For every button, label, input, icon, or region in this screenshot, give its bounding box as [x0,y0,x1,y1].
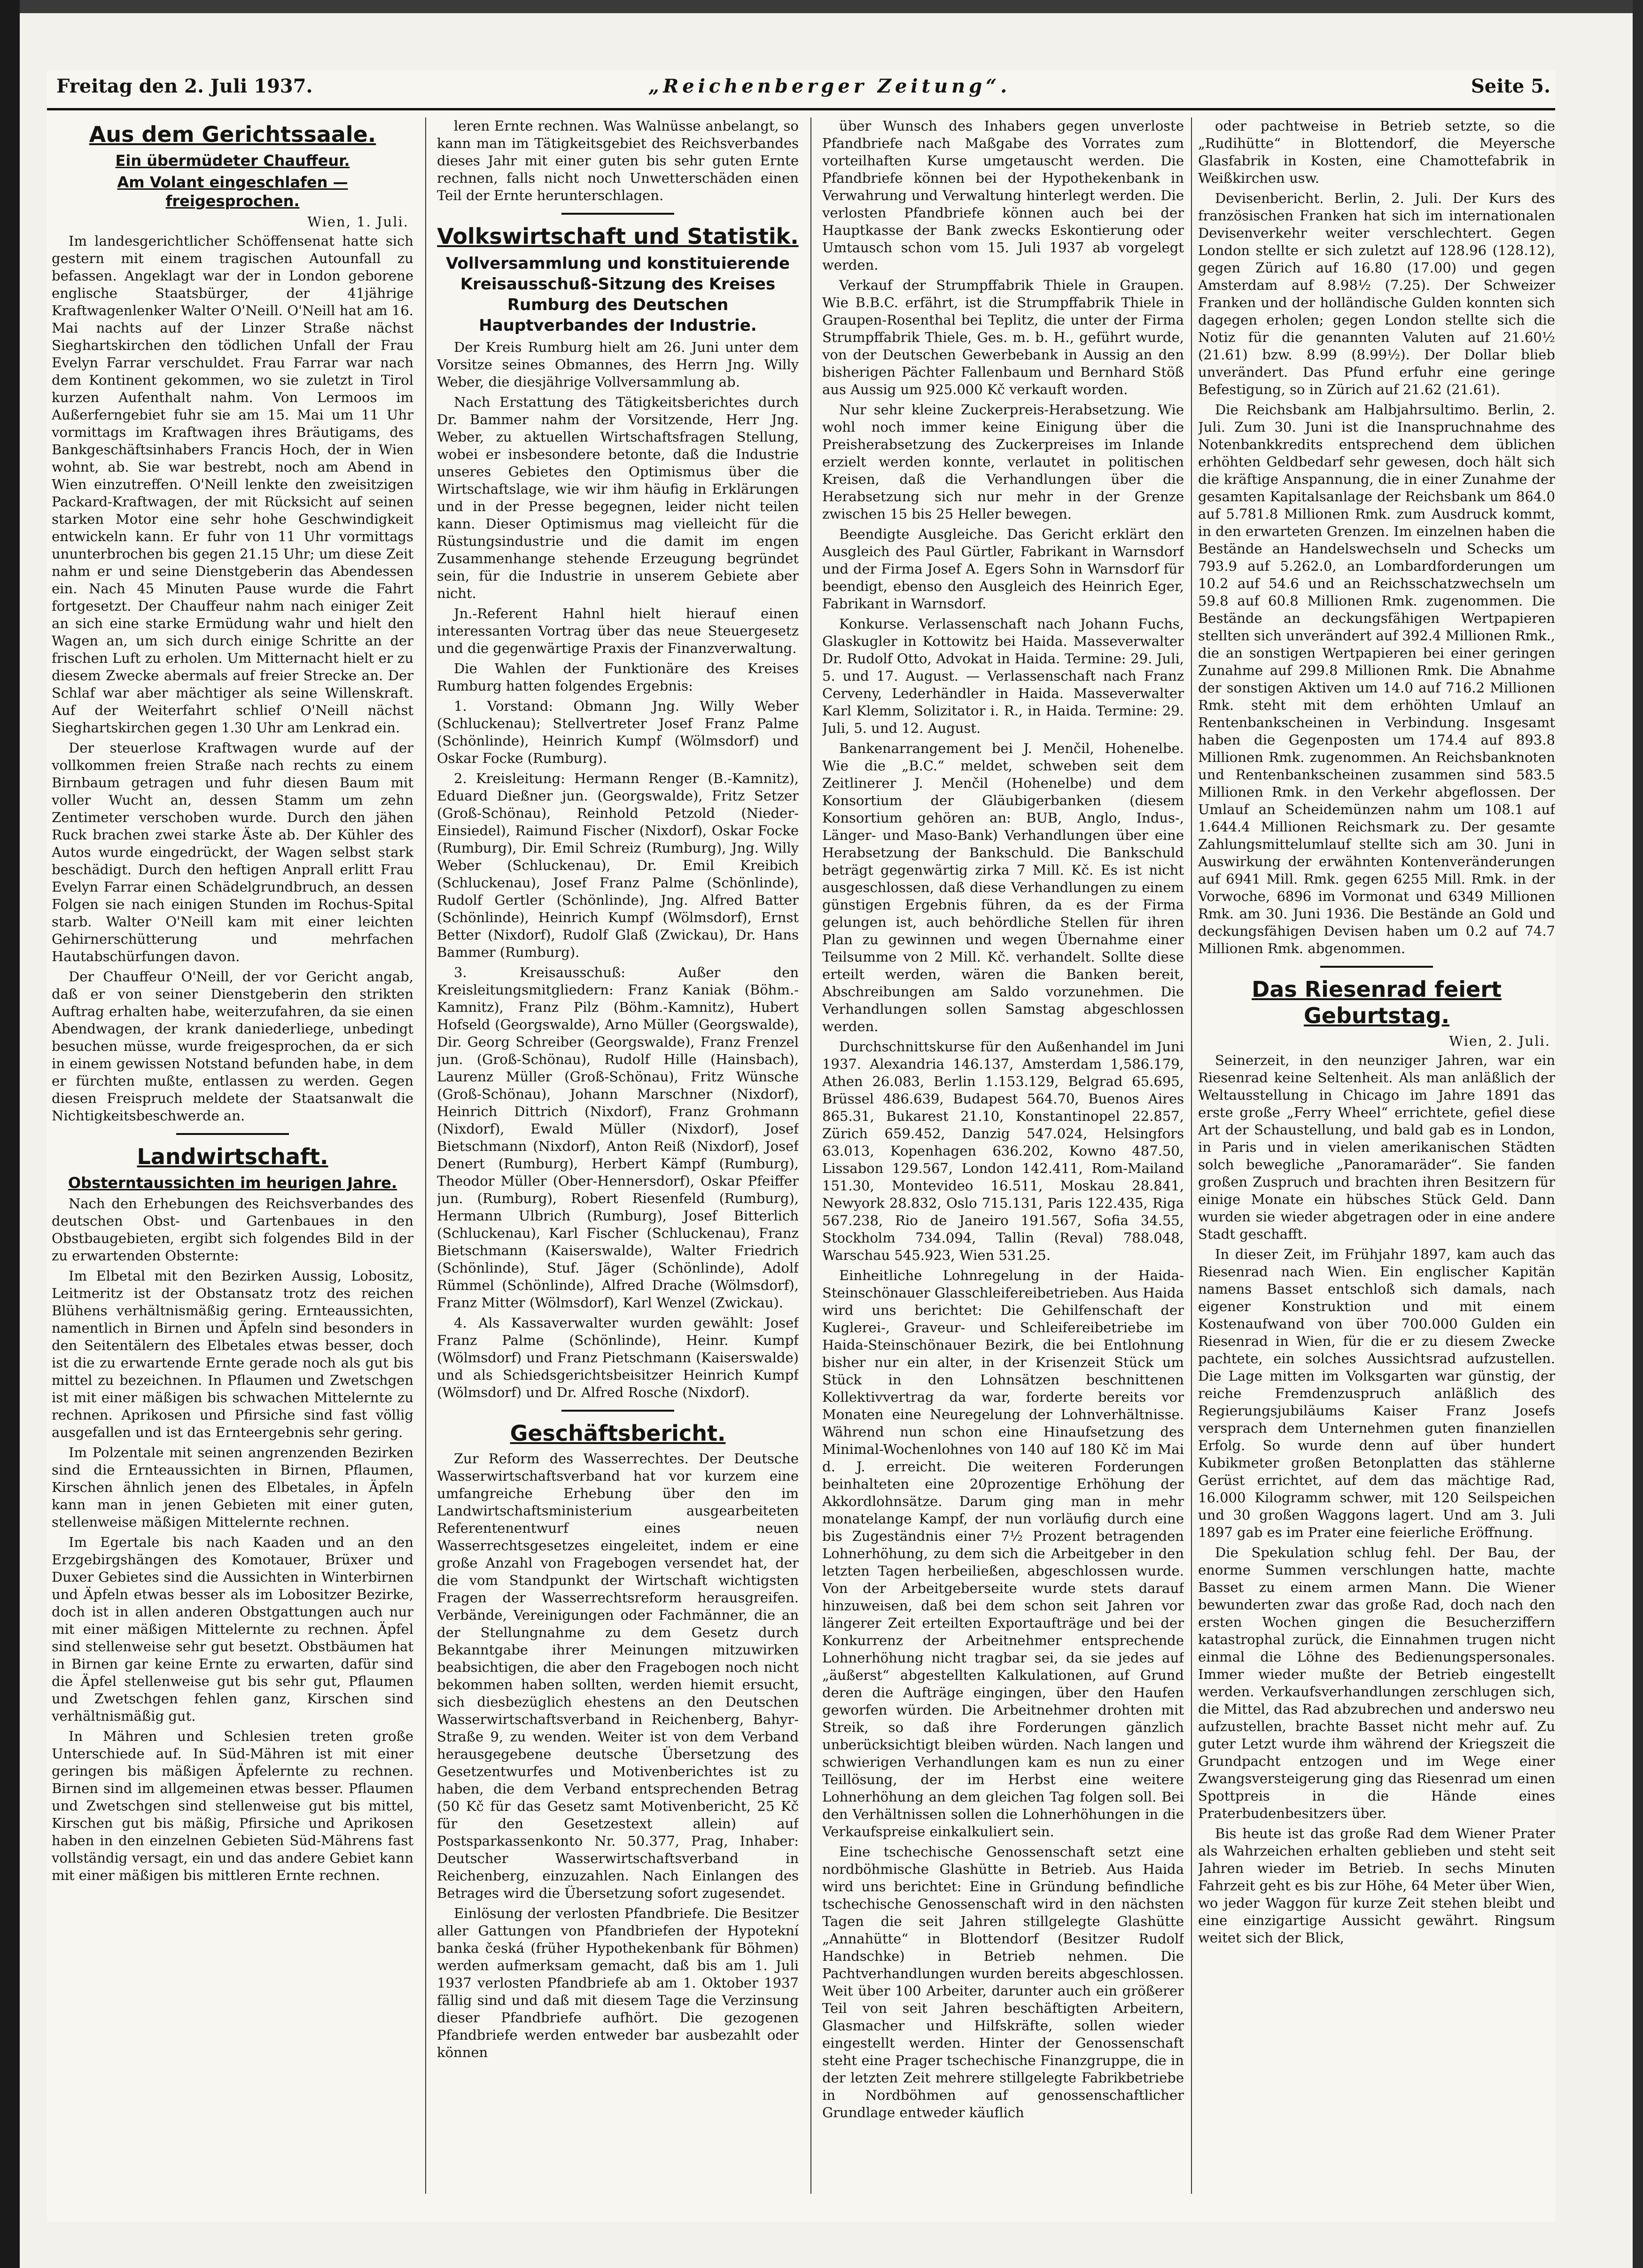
article-paragraph: Zur Reform des Wasserrechtes. Der Deutsche Wasserwirtschaftsverband hat vor kurzem eine umfangreiche Erhebung über den im Landwirtschaftsministerium ausgearbeiteten Referentenentwurf eines neuen Wasserrechtsgesetzes eingeleitet, indem er eine große Anzahl von Fragebogen versendet hat, der die vom Standpunkt der Wirtschaft wichtigsten Fragen der Wasserrechtsreform herausgreifen. Verbände, Vereinigungen oder Fachmänner, die an der Stellungnahme zu dem Gesetz durch Bekanntgabe ihrer Meinungen mitzuwirken beabsichtigen, die aber den Fragebogen noch nicht bekommen haben sollten, werden hiemit ersucht, sich diesbezüglich ehestens an den Deutschen Wasserwirtschaftsverband in Reichenberg, Bahyr-Straße 9, zu wenden. Weiter ist von dem Verband herausgegebene deutsche Übersetzung des Gesetzentwurfes und Motivenberichtes ist zu haben, die dem Verband entsprechenden Betrag (50 Kč für das Gesetz samt Motivenbericht, 25 Kč für den Gesetzestext allein) auf Postsparkassenkonto Nr. 50.377, Prag, Inhaber: Deutscher Wasserwirtschaftsverband in Reichenberg, einzuzahlen. Nach Einlangen des Betrages wird die Übersetzung sofort zugesendet. [437,1451,799,1901]
header-date: Freitag den 2. Juli 1937. [56,75,313,97]
article-paragraph: Verkauf der Strumpffabrik Thiele in Graupen. Wie B.B.C. erfährt, ist die Strumpffabrik Thiele in Graupen-Rosenthal bei Teplitz, die unter der Firma Strumpffabrik Thiele, Ges. m. b. H., geführt wurde, von der Deutschen Gewerbebank in Aussig an den bisherigen Pächter Fallenbaum und Bernhard Stöß aus Aussig um 925.000 Kč verkauft worden. [822,277,1184,397]
scan-edge-right [1633,0,1643,2268]
header-page-number: Seite 5. [1471,75,1550,97]
article-paragraph: In dieser Zeit, im Frühjahr 1897, kam auch das Riesenrad nach Wien. Ein englischer Kapitän namens Basset entschloß sich damals, nach eigener Konstruktion und mit einem Kostenaufwand von über 700.000 Gulden ein Riesenrad in Wien, für die er zu diesem Zwecke pachtete, ein solches Aussichtsrad aufzustellen. Die Lage mitten im Volksgarten war günstig, der reiche Fremdenzuspruch anläßlich des Regierungsjubiläums Kaiser Franz Josefs versprach dem Unternehmen guten finanziellen Erfolg. So wurde denn auf über hundert Kubikmeter großen Betonplatten das stählerne Gerüst errichtet, auf dem das mächtige Rad, 16.000 Kilogramm schwer, mit 120 Seilspeichen und 30 großen Waggons lagert. Und am 3. Juli 1897 gab es im Prater eine feierliche Eröffnung. [1198,1246,1555,1540]
article-paragraph: Der steuerlose Kraftwagen wurde auf der vollkommen freien Straße nach rechts zu einem Birnbaum getragen und fuhr diesen Baum mit voller Wucht an, dessen Stamm um zehn Zentimeter verschoben wurde. Durch den jähen Ruck brachen zwei starke Äste ab. Der Kühler des Autos wurde eingedrückt, der Wagen selbst stark beschädigt. Durch den heftigen Anprall erlitt Frau Evelyn Farrar einen Schädelgrundbruch, an dessen Folgen sie nach einigen Stunden im Rochus-Spital starb. Walter O'Neill kam mit einer leichten Gehirnerschütterung und mehrfachen Hautabschürfungen davon. [52,740,413,964]
article-paragraph: Einheitliche Lohnregelung in der Haida-Steinschönauer Glasschleifereibetrieben. Aus Haida wird uns berichtet: Die Gehilfenschaft der Kuglerei-, Graveur- und Schleifereibetriebe im Haida-Steinschönauer Bezirk, die bei Entlohnung bisher nur ein alter, in der Krisenzeit Stück um Stück in den Lohnsätzen beschnittenen Kollektivvertrag da war, forderte bereits vor Monaten eine Neuregelung der Lohnverhältnisse. Während nun schon eine Hinaufsetzung des Minimal-Wochenlohnes von 140 auf 180 Kč im Mai d. J. erreicht. Die weiteren Forderungen beinhalteten eine 20prozentige Erhöhung der Akkordlohnsätze. Darum ging man in mehr monatelange Kampf, der nun vorläufig durch eine bis Zugeständnis einer 7½ Prozent betragenden Lohnerhöhung, zu dem sich die Arbeitgeber in den letzten Tagen herbeiließen, abgeschlossen wurde. Von der Arbeitgeberseite wurde stets darauf hinzuweisen, daß bei dem schon seit Jahren vor längerer Zeit erteilten Exportaufträge und bei der Konkurrenz der Arbeitnehmer entsprechende Lohnerhöhung nicht tragbar sei, da sie jedes auf „äußerst“ abgestellten Kalkulationen, auf Grund deren die Aufträge eingingen, über den Haufen geworfen würden. Die Arbeitnehmer drohten mit Streik, so daß ihre Forderungen gänzlich unberücksichtigt bleiben würden. Nach langen und schwierigen Verhandlungen kam es nun zu einer Teillösung, der im Herbst eine weitere Lohnerhöhung an dem gleichen Tag folgen soll. Bei den Verhältnissen sollen die Lohnerhöhungen in die Verkaufspreise einkalkuliert sein. [822,1267,1184,1840]
article-paragraph: Seinerzeit, in den neunziger Jahren, war ein Riesenrad keine Seltenheit. Als man anläßlich der Weltausstellung in Chicago im Jahre 1891 das erste große „Ferry Wheel“ errichtete, gefiel diese Art der Schaustellung, und bald gab es in London, in Paris und in vielen amerikanischen Städten solch bewegliche „Panoramaräder“. Sie fanden großen Zuspruch und brachten ihren Besitzern für einige Monate ein hübsches Stück Geld. Dann wurden sie wieder abgetragen oder in eine andere Stadt geschafft. [1198,1052,1555,1242]
article-paragraph: In Mähren und Schlesien treten große Unterschiede auf. In Süd-Mähren ist mit einer geringen bis mäßigen Äpfelernte zu rechnen. Birnen sind im allgemeinen etwas besser. Pflaumen und Zwetschgen sind stellenweise gut bis mittel, Kirschen gut bis mäßig, Pfirsiche und Aprikosen haben in den einzelnen Gebieten Süd-Mährens fast vollständig versagt, ein und das andere Gebiet kann mit einer mäßigen bis mittleren Ernte rechnen. [52,1728,413,1883]
section-title-economy: Volkswirtschaft und Statistik. [437,224,799,249]
dateline: Wien, 2. Juli. [1449,1033,1550,1049]
section-separator [176,1133,289,1135]
section-title-business-report: Geschäftsbericht. [510,1421,726,1446]
article-paragraph: Bankenarrangement bei J. Menčil, Hohenelbe. Wie die „B.C.“ meldet, schweben seit dem Zeitlinerer J. Menčil (Hohenelbe) und dem Konsortium der Gläubigerbanken (diesem Konsortium gehören an: BUB, Anglo, Indus-, Länger- und Maso-Bank) Verhandlungen über eine Herabsetzung der Bankschuld. Die Bankschuld beträgt gegenwärtig zirka 7 Mill. Kč. Es ist nicht ausgeschlossen, daß diese Verhandlungen zu einem günstigen Ergebnis führen, da es der Firma gelungen ist, auch behördliche Stellen für ihren Plan zu gewinnen und wegen Übernahme einer Teilsumme von 2 Mill. Kč. verhandelt. Sollte diese erteilt werden, wären die Banken bereit, Abschreibungen am Saldo vorzunehmen. Die Verhandlungen sollen Samstag abgeschlossen werden. [822,740,1184,1034]
article-subheadline: Am Volant eingeschlafen — freigesprochen. [117,173,348,210]
scan-edge-top [0,0,1643,13]
article-paragraph: Im landesgerichtlicher Schöffensenat hatte sich gestern mit einem tragischen Autounfall zu befassen. Angeklagt war der in London geborene englische Staatsbürger, der 41jährige Kraftwagenlenker Walter O'Neill. O'Neill hat am 16. Mai nachts auf der Linzer Straße nächst Sieghartskirchen den tödlichen Unfall der Frau Evelyn Farrar verschuldet. Frau Farrar war nach dem Kontinent gekommen, wo sie zuletzt in Tirol kurzen Aufenthalt nahm. Von Lermoos im Außerferngebiet fuhr sie am 15. Mai um 11 Uhr vormittags im Kraftwagen ihres Bräutigams, des Bankgeschäftsinhabers Francis Hoch, der in Wien wohnt, ab. Sie war bestrebt, noch am Abend in Wien einzutreffen. O'Neill lenkte den zweisitzigen Packard-Kraftwagen, der mit Rücksicht auf seinen starken Motor eine sehr hohe Geschwindigkeit entwickeln kann. Er fuhr von 11 Uhr vormittags ununterbrochen bis gegen 21.15 Uhr; um diese Zeit nahm er und seine Dienstgeberin das Abendessen ein. Nach 45 Minuten Pause wurde die Fahrt fortgesetzt. Der Chauffeur nahm nach einiger Zeit an sich eine starke Ermüdung wahr und hielt den Wagen an, um sich durch einige Schritte an der frischen Luft zu erholen. Um Mitternacht hielt er zu diesem Zwecke abermals auf freier Strecke an. Der Schlaf war aber mächtiger als seine Willenskraft. Auf der Weiterfahrt schlief O'Neill nächst Sieghartskirchen gegen 1.30 Uhr am Lenkrad ein. [52,233,413,736]
article-paragraph: leren Ernte rechnen. Was Walnüsse anbelangt, so kann man im Tätigkeitsgebiet des Reichsverbandes dieses Jahr mit einer guten bis sehr guten Ernte rechnen, falls nicht noch Unwetterschäden einen Teil der Ernte herunterschlagen. [437,118,799,203]
section-separator [561,1410,674,1412]
section-separator [1320,966,1433,968]
newspaper-page [47,70,1555,2222]
column-4 [1198,117,1555,2208]
article-paragraph: oder pachtweise in Betrieb setzte, so die „Rudihütte“ in Blottendorf, die Meyersche Glasfabrik in Kosten, eine Chamottefabrik in Weißkirchen usw. [1198,118,1555,186]
article-paragraph: Der Chauffeur O'Neill, der vor Gericht angab, daß er von seiner Dienstgeberin den strikten Auftrag erhalten habe, weiterzufahren, da sie einen Abendwagen, der krank daniederliege, unbedingt besuchen müsse, wurde freigesprochen, da er sich in einem gewissen Notstand befunden habe, in dem er fürchten mußte, entlassen zu werden. Gegen diesen Freispruch meldete der Staatsanwalt die Nichtigkeitsbeschwerde an. [52,969,413,1124]
section-separator [561,213,674,215]
article-paragraph: Der Kreis Rumburg hielt am 26. Juni unter dem Vorsitze seines Obmannes, des Herrn Jng. Willy Weber, die diesjährige Vollversammlung ab. [437,339,799,390]
column-2 [437,117,799,2208]
header-rule [47,108,1555,110]
article-paragraph: Nach Erstattung des Tätigkeitsberichtes durch Dr. Bammer nahm der Vorsitzende, Herr Jng. Weber, zu aktuellen Wirtschaftsfragen Stellung, wobei er insbesondere betonte, daß die Industrie unseres Gebietes den Optimismus über die Wirtschaftslage, wie wir ihm häufig in Erklärungen und in der Presse begegnen, leider nicht teilen kann. Dieser Optimismus mag vielleicht für die Rüstungsindustrie und die damit im engen Zusammenhange stehende Erzeugung begründet sein, für die Industrie in unserem Gebiete aber nicht. [437,394,799,601]
article-paragraph: Nur sehr kleine Zuckerpreis-Herabsetzung. Wie wohl noch immer keine Einigung über die Preisherabsetzung des Zuckerpreises im Inlande erzielt werden konnte, verlautet in politischen Kreisen, daß die Verhandlungen über die Herabsetzung sich nur mehr in der Grenze zwischen 15 bis 25 Heller bewegen. [822,402,1184,522]
column-1 [52,117,413,2208]
article-paragraph: Im Elbetal mit den Bezirken Aussig, Lobositz, Leitmeritz ist der Obstansatz trotz des reichen Blühens verhältnismäßig gering. Ernteaussichten, namentlich in Birnen und Äpfeln sind besonders in den Seitentälern des Elbetales etwas besser, doch ist die zu erwartende Ernte gerade noch als gut bis mittel zu bezeichnen. In Pflaumen und Zwetschgen ist mit einer mäßigen bis schwachen Mittelernte zu rechnen. Aprikosen und Pfirsiche sind fast völlig ausgefallen und ist das Ernteergebnis sehr gering. [52,1268,413,1440]
article-headline: Ein übermüdeter Chauffeur. [115,152,350,170]
article-paragraph: Jn.-Referent Hahnl hielt hierauf einen interessanten Vortrag über das neue Steuergesetz und die gegenwärtige Praxis der Finanzverwaltung. [437,606,799,656]
article-paragraph: Nach den Erhebungen des Reichsverbandes des deutschen Obst- und Gartenbaues in den Obstbaugebieten, ergibt sich folgendes Bild in der zu erwartenden Obsternte: [52,1196,413,1264]
column-divider [425,117,426,2194]
article-paragraph: 2. Kreisleitung: Hermann Renger (B.-Kamnitz), Eduard Dießner jun. (Georgswalde), Fritz Setzer (Groß-Schönau), Reinhold Petzold (Nieder-Einsiedel), Raimund Fischer (Nixdorf), Oskar Focke (Rumburg), Dir. Emil Schreiz (Rumburg), Jng. Willy Weber (Schluckenau), Dr. Emil Kreibich (Schluckenau), Josef Franz Palme (Schönlinde), Rudolf Gertler (Schönlinde), Jng. Alfred Batter (Schönlinde), Heinrich Kumpf (Wölmsdorf), Ernst Better (Nixdorf), Rudolf Glaß (Zwickau), Dr. Hans Bammer (Rumburg). [437,770,799,960]
column-divider [810,117,811,2194]
page-header [47,75,1555,108]
article-paragraph: Bis heute ist das große Rad dem Wiener Prater als Wahrzeichen erhalten geblieben und steht seit Jahren wieder im Betrieb. In sechs Minuten Fahrzeit geht es bis zur Höhe, 64 Meter über Wien, wo jeder Waggon für kurze Zeit stehen bleibt und eine einzigartige Aussicht gewährt. Ringsum weitet sich der Blick, [1198,1825,1555,1946]
article-paragraph: 4. Als Kassaverwalter wurden gewählt: Josef Franz Palme (Schönlinde), Heinr. Kumpf (Wölmsdorf) und Franz Pietschmann (Kaiserswalde) und als Schiedsgerichtsbeisitzer Heinrich Kumpf (Wölmsdorf) und Dr. Alfred Rosche (Nixdorf). [437,1315,799,1400]
article-paragraph: Beendigte Ausgleiche. Das Gericht erklärt den Ausgleich des Paul Gürtler, Fabrikant in Warnsdorf und der Firma Josef A. Egers Sohn in Warnsdorf für beendigt, ebenso den Ausgleich des Heinrich Eger, Fabrikant in Warnsdorf. [822,526,1184,612]
article-paragraph: Im Egertale bis nach Kaaden und an den Erzgebirgshängen des Komotauer, Brüxer und Duxer Gebietes sind die Aussichten in Winterbirnen und Äpfeln etwas besser als im Lobositzer Bezirke, doch ist in allen anderen Obstgattungen auch nur mit einer mäßigen Mittelernte zu rechnen. Äpfel sind stellenweise sehr gut besetzt. Obstbäumen hat in Birnen gar keine Ernte zu erwarten, dafür sind die Äpfel stellenweise gut bis sehr gut, Pflaumen und Zwetschgen fehlen ganz, Kirschen sind verhältnismäßig gut. [52,1534,413,1724]
article-paragraph: Die Wahlen der Funktionäre des Kreises Rumburg hatten folgendes Ergebnis: [437,660,799,694]
column-3 [822,117,1184,2208]
article-paragraph: Eine tschechische Genossenschaft setzt eine nordböhmische Glashütte in Betrieb. Aus Haida wird uns berichtet: Eine in Gründung befindliche tschechische Genossenschaft wird in den nächsten Tagen die seit Jahren stillgelegte Glashütte „Annahütte“ in Blottendorf (Besitzer Rudolf Handschke) in Betrieb nehmen. Die Pachtverhandlungen wurden bereits abgeschlossen. Weit über 100 Arbeiter, darunter auch ein größerer Teil von seit Jahren beschäftigten Arbeitern, Glasmacher und Hilfskräfte, sollen wieder eingestellt werden. Hinter der Genossenschaft steht eine Prager tschechische Finanzgruppe, die in der letzten Zeit mehrere stillgelegte Fabrikbetriebe in Nordböhmen auf genossenschaftlicher Grundlage entweder käuflich [822,1844,1184,2120]
article-paragraph: Durchschnittskurse für den Außenhandel im Juni 1937. Alexandria 146.137, Amsterdam 1,586.179, Athen 26.083, Berlin 1.153.129, Belgrad 65.695, Brüssel 486.639, Budapest 564.70, Buenos Aires 865.31, Bukarest 21.10, Konstantinopel 22.857, Zürich 659.452, Danzig 547.024, Helsingfors 63.013, Kopenhagen 636.202, Kowno 487.50, Lissabon 129.567, London 142.411, Rom-Mailand 151.30, Montevideo 16.511, Moskau 28.841, Newyork 28.832, Oslo 715.131, Paris 122.435, Riga 567.238, Rio de Janeiro 191.567, Sofia 34.55, Stockholm 734.094, Tallin (Reval) 788.048, Warschau 545.923, Wien 531.25. [822,1039,1184,1263]
scan-edge-left [0,0,20,2268]
article-paragraph: Im Polzentale mit seinen angrenzenden Bezirken sind die Ernteaussichten in Birnen, Pflaumen, Kirschen ähnlich jenen des Elbetales, in Äpfeln kann man in jenen Gebieten mit einer guten, stellenweise mäßigen Mittelernte rechnen. [52,1445,413,1530]
dateline: Wien, 1. Juli. [307,214,409,230]
article-paragraph: Konkurse. Verlassenschaft nach Johann Fuchs, Glaskugler in Kottowitz bei Haida. Masseverwalter Dr. Rudolf Otto, Advokat in Haida. Termine: 29. Juli, 5. und 17. August. — Verlassenschaft nach Franz Cerveny, Lederhändler in Haida. Masseverwalter Karl Klemm, Solizitator i. R., in Haida. Termine: 29. Juli, 5. und 12. August. [822,616,1184,736]
section-title-court: Aus dem Gerichtssaale. [89,122,376,147]
article-paragraph: Die Spekulation schlug fehl. Der Bau, der enorme Summen verschlungen hatte, machte Basset zu einem armen Mann. Die Wiener bewunderten zwar das große Rad, doch nach den ersten Wochen gingen die Besucherziffern katastrophal zurück, die Einnahmen trugen nicht einmal die Löhne des Bedienungspersonales. Immer wieder mußte der Betrieb eingestellt werden. Verkaufsverhandlungen zerschlugen sich, die Mittel, das Rad abzubrechen und anderswo neu aufzustellen, brachte Basset nicht mehr auf. Zu guter Letzt wurde ihm während der Kriegszeit die Grundpacht entzogen und im Wege einer Zwangsversteigerung ging das Riesenrad um einen Spottpreis in die Hände eines Praterbudenbesitzers über. [1198,1545,1555,1821]
article-paragraph: über Wunsch des Inhabers gegen unverloste Pfandbriefe nach Maßgabe des Vorrates zum vorteilhaften Kurse umgetauscht werden. Die Pfandbriefe können bei der Hypothekenbank in Verwahrung und Verwaltung hinterlegt werden. Die verlosten Pfandbriefe können auch bei der Hauptkasse der Bank zwecks Eskontierung oder Umtausch schon vom 15. Juli 1937 ab vorgelegt werden. [822,118,1184,273]
article-paragraph: Devisenbericht. Berlin, 2. Juli. Der Kurs des französischen Franken hat sich im internationalen Devisenverkehr weiter verschlechtert. Gegen London stellte er sich zuletzt auf 128.96 (128.12), gegen Zürich auf 16.80 (17.00) und gegen Amsterdam auf 8.98½ (7.25). Der Schweizer Franken und der holländische Gulden konnten sich dagegen erholen; gegen London stellte sich die Notiz für die genannten Valuten auf 21.60½ (21.61) bzw. 8.99 (8.99½). Der Dollar blieb unverändert. Das Pfund erfuhr eine geringe Befestigung, so in Zürich auf 21.62 (21.61). [1198,190,1555,397]
article-headline: Obsterntaussichten im heurigen Jahre. [68,1174,397,1192]
column-divider [1191,117,1192,2194]
article-paragraph: 1. Vorstand: Obmann Jng. Willy Weber (Schluckenau); Stellvertreter Josef Franz Palme (Schönlinde), Heinrich Kumpf (Wölmsdorf) und Oskar Focke (Rumburg). [437,698,799,766]
section-title-agriculture: Landwirtschaft. [137,1144,328,1169]
article-paragraph: Die Reichsbank am Halbjahrsultimo. Berlin, 2. Juli. Zum 30. Juni ist die Inanspruchnahme des Notenbankkredits entsprechend dem üblichen erhöhten Geldbedarf sehr gewesen, doch hält sich die kräftige Anspannung, die in einer Zunahme der gesamten Kapitalsanlage der Reichsbank um 864.0 auf 5.781.8 Millionen Rmk. zum Ausdruck kommt, in den erwarteten Grenzen. Im einzelnen haben die Bestände an Handelswechseln und Schecks um 793.9 auf 5.262.0, an Lombardforderungen um 10.2 auf 54.6 und an Reichsschatzwechseln um 59.8 auf 60.8 Millionen Rmk. zugenommen. Die Bestände an deckungsfähigen Wertpapieren stellten sich unverändert auf 392.4 Millionen Rmk., die an sonstigen Wertpapieren bei einer geringen Zunahme auf 299.8 Millionen Rmk. Die Abnahme der sonstigen Aktiven um 14.0 auf 716.2 Millionen Rmk. steht mit dem erhöhten Umlauf an Rentenbankscheinen in Verbindung. Insgesamt haben die Gegenposten um 174.4 auf 893.8 Millionen Rmk. zugenommen. An Reichsbanknoten und Rentenbankscheinen zusammen sind 583.5 Millionen Rmk. in den Verkehr abgeflossen. Der Umlauf an Scheidemünzen nahm um 108.1 auf 1.644.4 Millionen Reichsmark zu. Der gesamte Zahlungsmittelumlauf stellte sich am 30. Juni in Auswirkung der erwähnten Kontenveränderungen auf 6941 Mill. Rmk. gegen 6255 Mill. Rmk. in der Vorwoche, 6896 im Vormonat und 6349 Millionen Rmk. am 30. Juni 1936. Die Bestände an Gold und deckungsfähigen Devisen haben um 0.2 auf 74.7 Millionen Rmk. abgenommen. [1198,402,1555,956]
article-paragraph: Einlösung der verlosten Pfandbriefe. Die Besitzer aller Gattungen von Pfandbriefen der Hypotekní banka česká (früher Hypothekenbank für Böhmen) werden aufmerksam gemacht, daß bis am 1. Juli 1937 verlosten Pfandbriefe ab am 1. Oktober 1937 fällig sind und daß mit diesem Tage die Verzinsung dieser Pfandbriefe aufhört. Die gezogenen Pfandbriefe werden entweder bar ausbezahlt oder können [437,1905,799,2060]
article-paragraph: 3. Kreisausschuß: Außer den Kreisleitungsmitgliedern: Franz Kaniak (Böhm.-Kamnitz), Franz Pilz (Böhm.-Kamnitz), Hubert Hofseld (Georgswalde), Arno Müller (Georgswalde), Dir. Georg Schreiber (Georgswalde), Franz Frenzel jun. (Groß-Schönau), Rudolf Hille (Hainsbach), Laurenz Müller (Groß-Schönau), Fritz Wünsche (Groß-Schönau), Johann Marschner (Nixdorf), Heinrich Dittrich (Nixdorf), Franz Grohmann (Nixdorf), Ewald Müller (Nixdorf), Josef Bietschmann (Nixdorf), Anton Reiß (Nixdorf), Josef Denert (Rumburg), Herbert Kämpf (Rumburg), Theodor Müller (Ober-Hennersdorf), Oskar Pfeiffer jun. (Rumburg), Robert Riesenfeld (Rumburg), Hermann Ulbrich (Rumburg), Josef Bitterlich (Schluckenau), Karl Fischer (Schluckenau), Franz Bietschmann (Kaiserswalde), Walter Friedrich (Schönlinde), Stuf. Jäger (Schönlinde), Adolf Rümmel (Schönlinde), Alfred Drache (Wölmsdorf), Franz Mitter (Wölmsdorf), Karl Wenzel (Zwickau). [437,964,799,1311]
article-headline: Vollversammlung und konstituierende Kreisausschuß-Sitzung des Kreises Rumburg des Deutschen Hauptverbandes der Industrie. [446,254,790,335]
article-title-riesenrad: Das Riesenrad feiert Geburtstag. [1252,977,1502,1028]
header-masthead: „Reichenberger Zeitung“. [648,75,1011,97]
